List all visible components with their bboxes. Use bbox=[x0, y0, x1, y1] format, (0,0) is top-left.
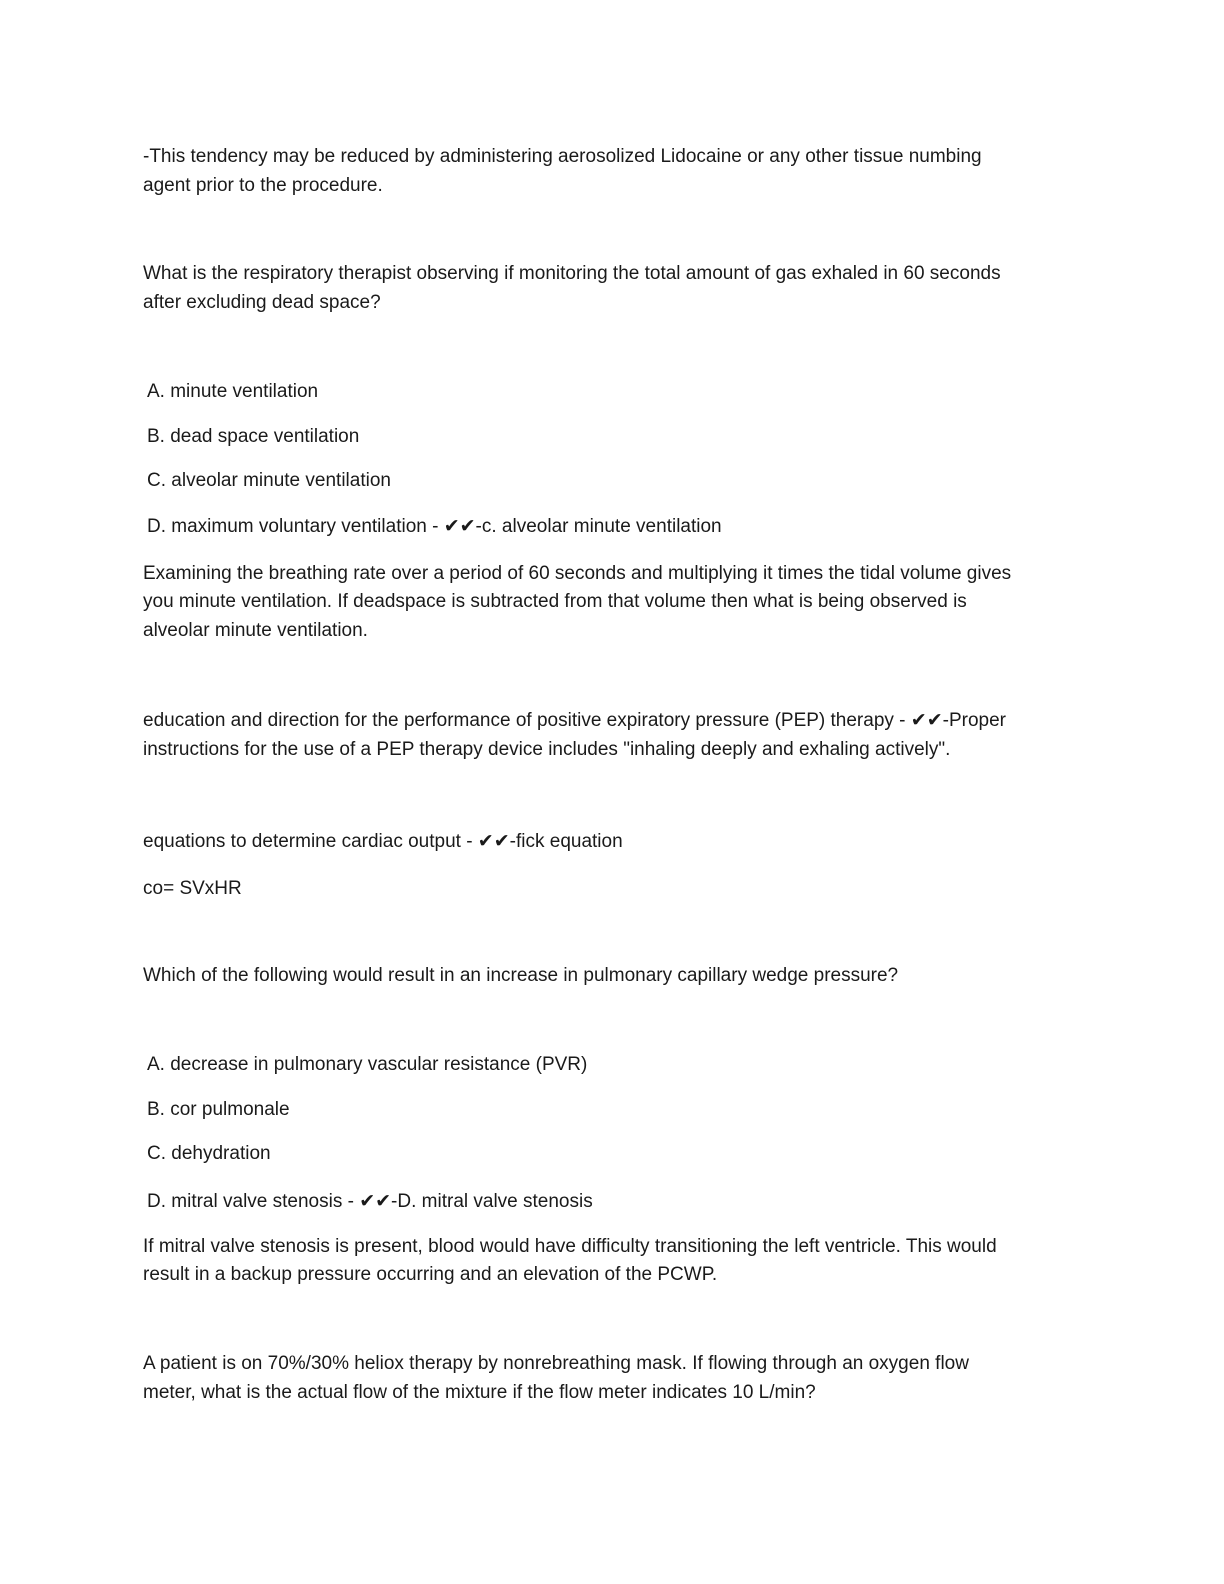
explanation-text: If mitral valve stenosis is present, blood would have difficulty transitioning the left ventricle. This would bbox=[143, 1236, 997, 1257]
question-text: What is the respiratory therapist observing if monitoring the total amount of gas exhaled in 60 seconds bbox=[143, 263, 1001, 284]
question-text: after excluding dead space? bbox=[143, 292, 381, 313]
question-text: Which of the following would result in an increase in pulmonary capillary wedge pressure? bbox=[143, 965, 899, 986]
question-text: meter, what is the actual flow of the mixture if the flow meter indicates 10 L/min? bbox=[143, 1382, 816, 1403]
answer-option: A. minute ventilation bbox=[147, 381, 319, 402]
answer-option: B. dead space ventilation bbox=[147, 426, 360, 447]
flashcard-text: instructions for the use of a PEP therapy device includes "inhaling deeply and exhaling actively". bbox=[143, 739, 951, 760]
answer-option: D. maximum voluntary ventilation - ✔✔-c. alveolar minute ventilation bbox=[147, 516, 722, 537]
explanation-text: result in a backup pressure occurring and an elevation of the PCWP. bbox=[143, 1264, 718, 1285]
text-line: -This tendency may be reduced by administering aerosolized Lidocaine or any other tissue numbing bbox=[143, 146, 982, 167]
explanation-text: alveolar minute ventilation. bbox=[143, 620, 368, 641]
flashcard-text: equations to determine cardiac output - ✔✔-fick equation bbox=[143, 831, 623, 852]
answer-option: C. dehydration bbox=[147, 1143, 271, 1164]
flashcard-text: co= SVxHR bbox=[143, 878, 242, 899]
answer-option: D. mitral valve stenosis - ✔✔-D. mitral valve stenosis bbox=[147, 1191, 593, 1212]
text-line: agent prior to the procedure. bbox=[143, 175, 383, 196]
answer-option: C. alveolar minute ventilation bbox=[147, 470, 391, 491]
answer-option: B. cor pulmonale bbox=[147, 1099, 290, 1120]
question-text: A patient is on 70%/30% heliox therapy by nonrebreathing mask. If flowing through an oxygen flow bbox=[143, 1353, 969, 1374]
flashcard-text: education and direction for the performance of positive expiratory pressure (PEP) therapy - ✔✔-Proper bbox=[143, 710, 1006, 731]
explanation-text: you minute ventilation. If deadspace is subtracted from that volume then what is being observed is bbox=[143, 591, 967, 612]
answer-option: A. decrease in pulmonary vascular resistance (PVR) bbox=[147, 1054, 588, 1075]
explanation-text: Examining the breathing rate over a period of 60 seconds and multiplying it times the tidal volume gives bbox=[143, 563, 1012, 584]
